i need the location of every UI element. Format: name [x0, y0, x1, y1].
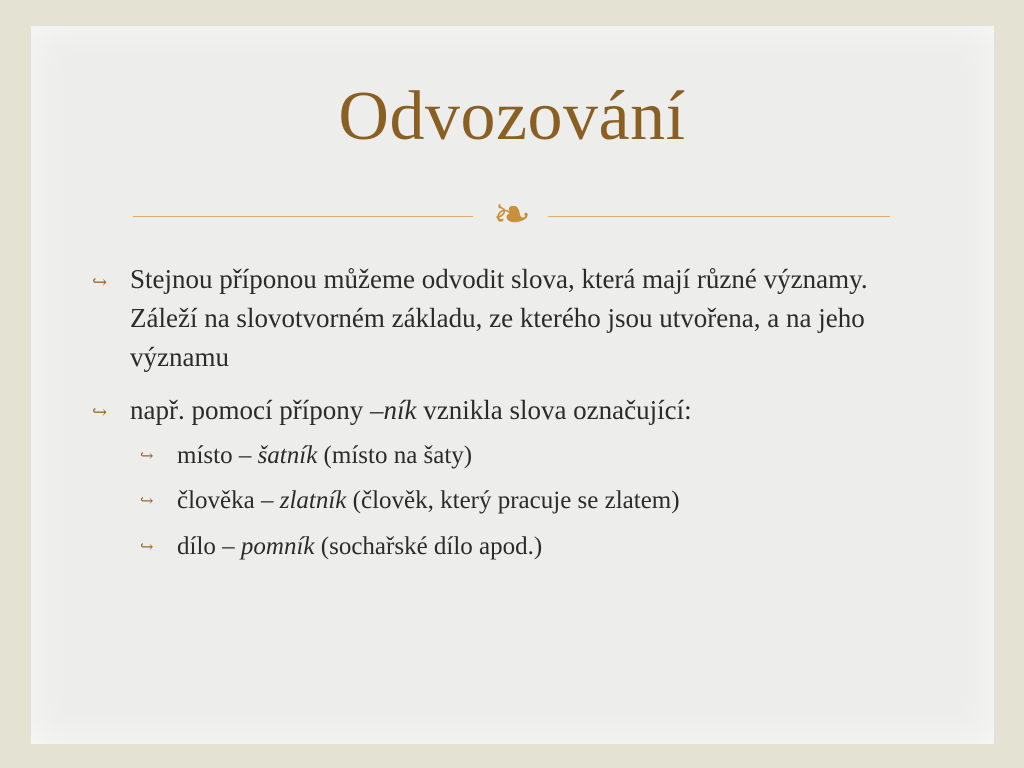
sub-bullet-marker-icon: ↪ — [140, 539, 154, 556]
title-divider-right — [548, 216, 890, 217]
ornament-icon: ❧ — [492, 189, 532, 240]
sub-bullet-text — [177, 439, 957, 473]
sub-bullet-part: člověka – — [177, 487, 280, 514]
sub-bullet-italic: zlatník — [279, 487, 347, 514]
sub-bullet-part: dílo – — [177, 533, 241, 560]
bullet-marker-icon: ↪ — [92, 272, 108, 292]
bullet-text-italic: –ník — [369, 395, 417, 425]
bullet-text-part: vznikla slova označující: — [416, 395, 692, 425]
bullet-text — [130, 391, 930, 430]
slide-title: Odvozování — [338, 78, 686, 155]
sub-bullet-italic: pomník — [240, 533, 315, 560]
sub-bullet-text — [177, 530, 957, 564]
sub-bullet-marker-icon: ↪ — [140, 448, 154, 465]
sub-bullet-part: (místo na šaty) — [317, 442, 473, 469]
sub-bullet-italic: šatník — [257, 442, 318, 469]
title-divider-left — [133, 216, 473, 217]
bullet-text: Stejnou příponou můžeme odvodit slova, která mají různé významy. Záleží na slovotvorném základu, ze kterého jsou utvořena, a na jeho významu — [130, 264, 868, 372]
sub-bullet-text — [177, 484, 957, 518]
bullet-marker-icon: ↪ — [92, 402, 108, 422]
sub-bullet-marker-icon: ↪ — [140, 493, 154, 510]
bullet-text-part: např. pomocí přípony — [130, 395, 370, 425]
sub-bullet-part: místo – — [177, 442, 258, 469]
sub-bullet-part: (sochařské dílo apod.) — [314, 533, 543, 560]
sub-bullet-part: (člověk, který pracuje se zlatem) — [346, 487, 680, 514]
